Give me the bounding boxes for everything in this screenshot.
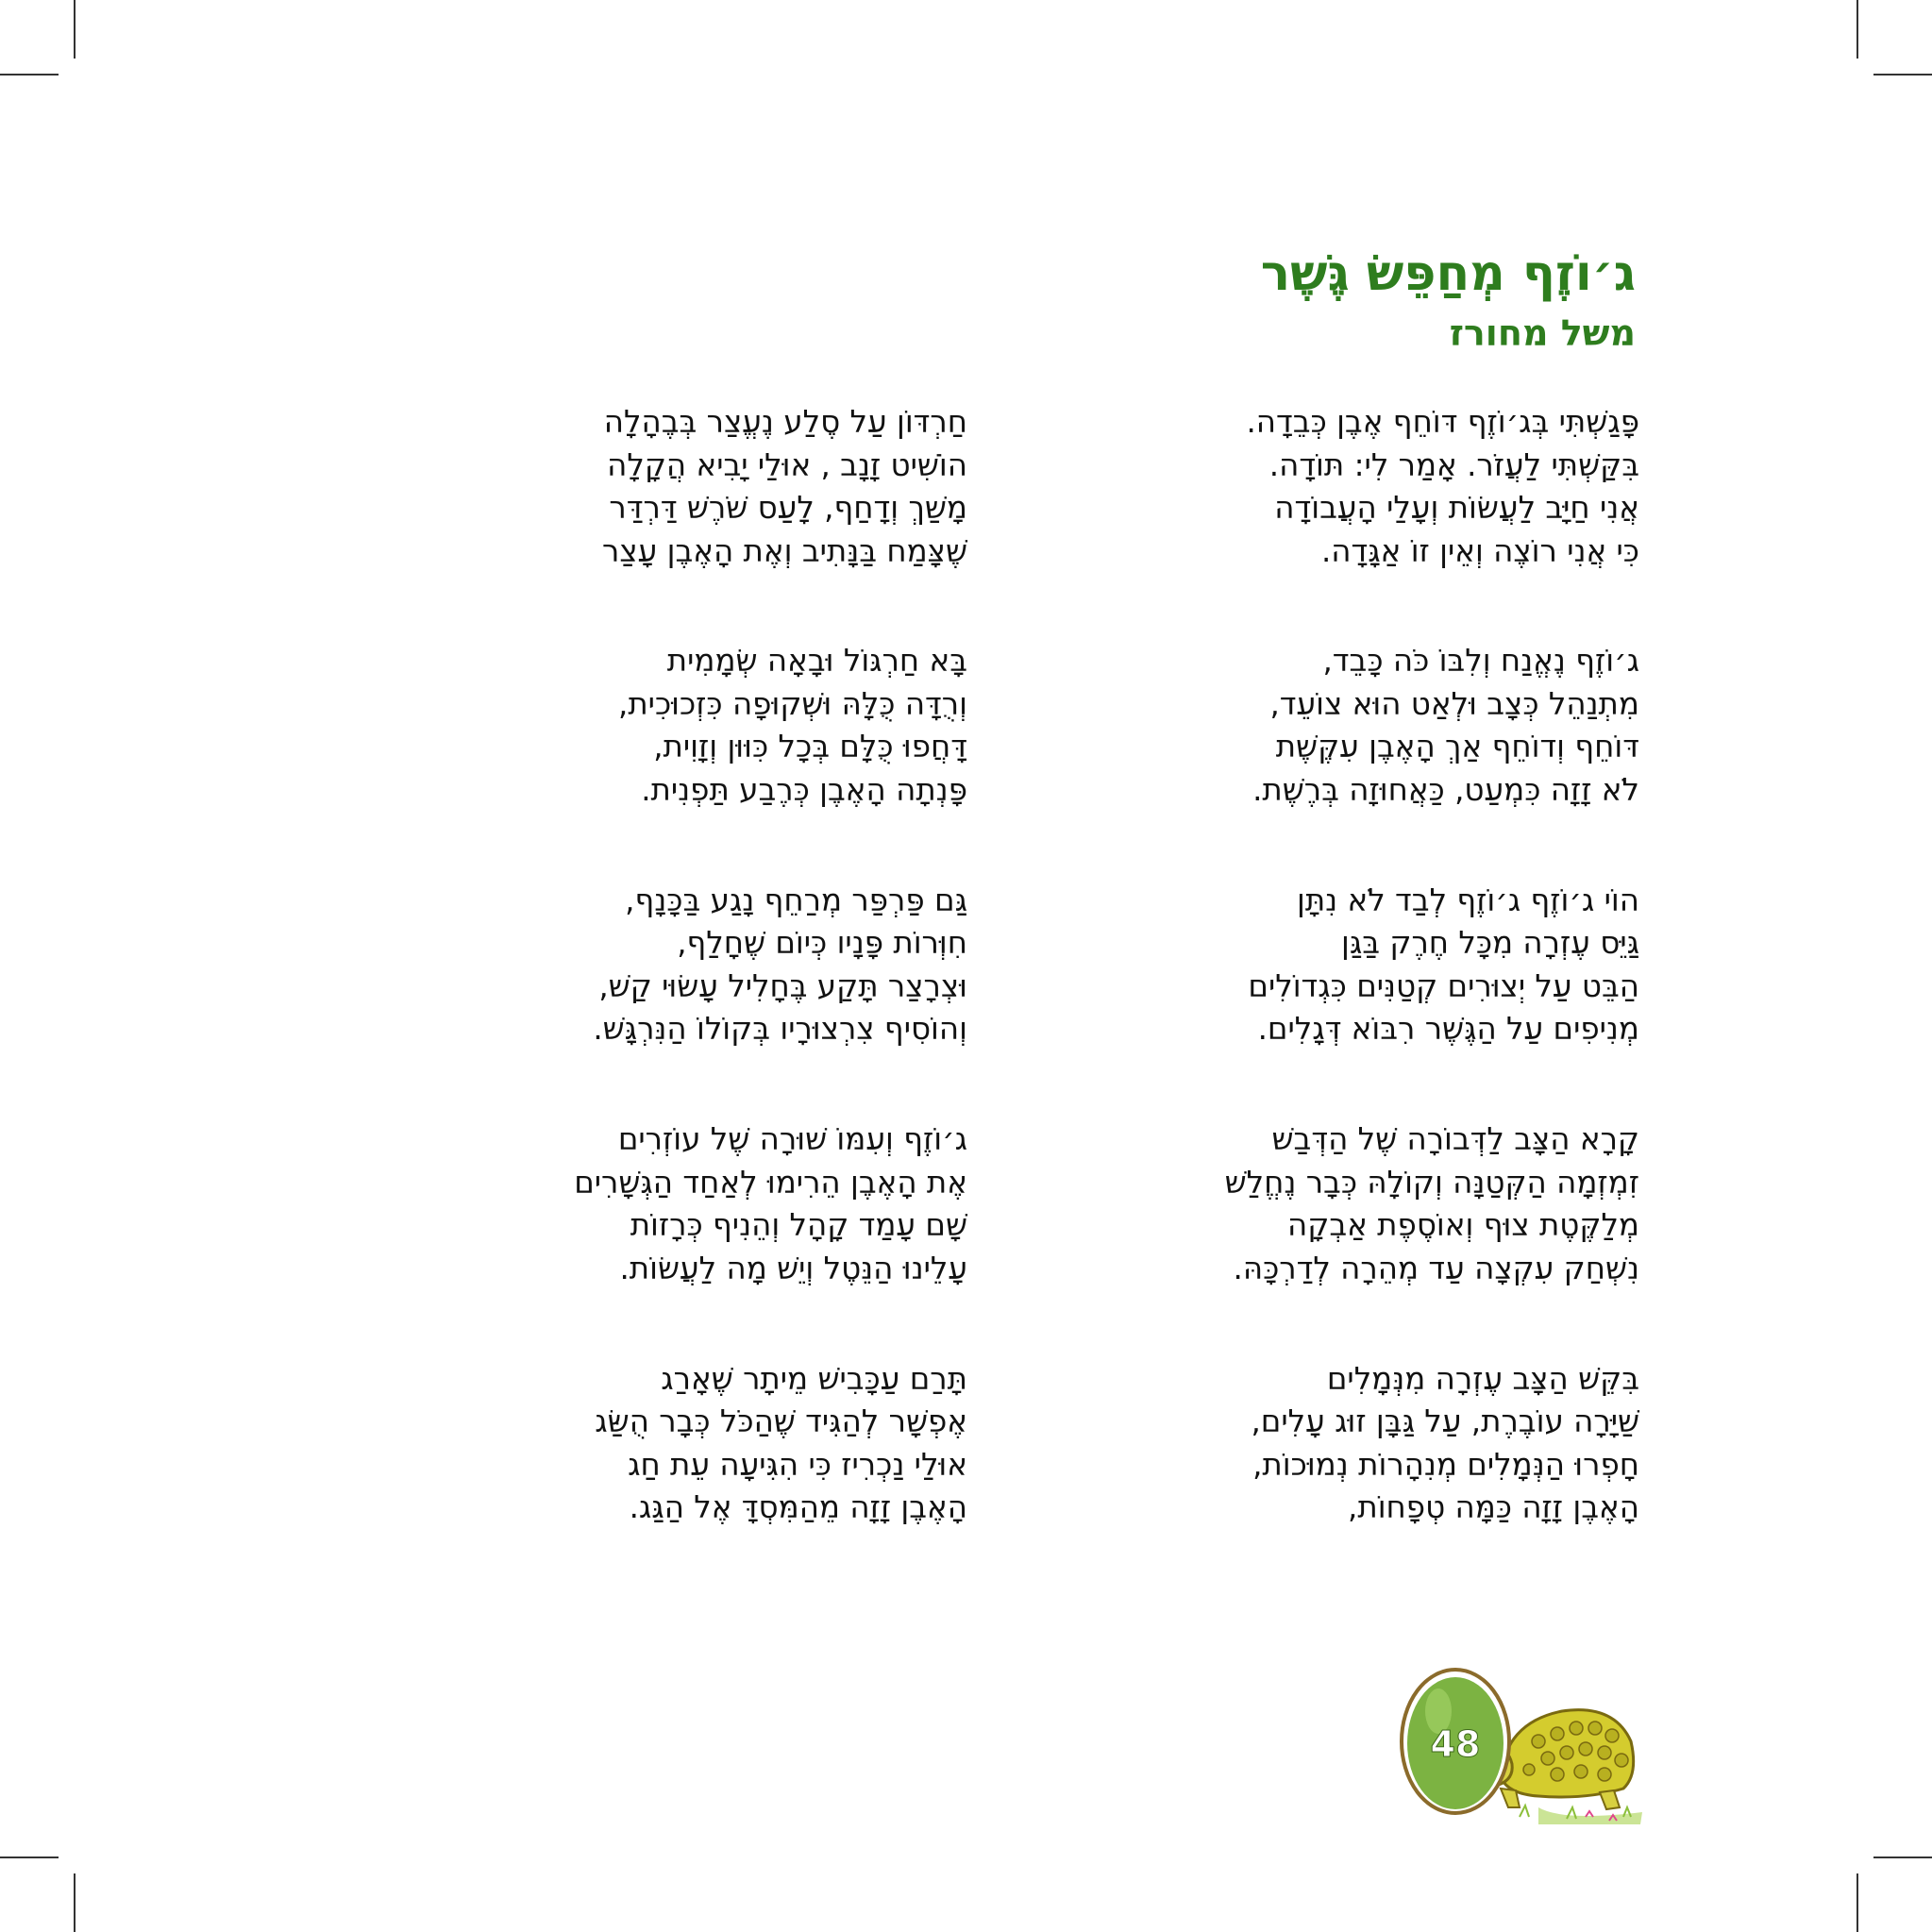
- poem-line: פָּגַשְׁתִּי בְּג׳וֹזֶף דּוֹחֵף אֶבֶן כְּבֵדָה.: [1246, 404, 1639, 440]
- stanza: [439, 1358, 967, 1530]
- crop-mark: [1873, 1856, 1932, 1858]
- stanza: [439, 640, 967, 812]
- poem-line: וּצְרָצַר תָּקַע בֶּחָלִיל עָשׂוּי קַשׁ,: [598, 967, 967, 1004]
- poem-line: שֶׁצָּמַח בַּנָּתִיב וְאֶת הָאֶבֶן עָצַר: [602, 532, 967, 569]
- stanza: [1111, 401, 1639, 573]
- poem-line: שָׁם עָמַד קָהָל וְהֵנִיף כְּרָזוֹת: [630, 1207, 967, 1244]
- poem-line: דּוֹחֵף וְדוֹחֵף אַךְ הָאֶבֶן עִקֶּשֶׁת: [1275, 729, 1639, 765]
- poem-line: תָּרַם עַכָּבִישׁ מֵיתָר שֶׁאָרַג: [661, 1360, 967, 1397]
- poem-line: אוּלַי נַכְרִיז כִּי הִגִּיעָה עֵת חַג: [628, 1446, 967, 1483]
- page-number-egg: [1402, 1670, 1509, 1813]
- poem-line: דָּחֲפוּ כֻּלָּם בְּכָל כִּוּוּן וְזָוִית,: [653, 729, 967, 765]
- poem-line: קָרָא הַצָּב לַדְּבוֹרָה שֶׁל הַדְּבַשׁ: [1271, 1121, 1639, 1158]
- poem-line: אֶת הָאֶבֶן הֵרִימוּ לְאַחַד הַגְּשָׁרִים: [574, 1164, 967, 1201]
- poem-line: הָאֶבֶן זָזָה כַּמָּה טְפָחוֹת,: [1348, 1489, 1639, 1526]
- poem-line: וְרֻדָּה כֻּלָּהּ וּשְׁקוּפָה כִּזְכוּכִית,: [617, 685, 967, 722]
- poem-subtitle: משל מחורז: [1449, 312, 1636, 355]
- poem-line: בָּא חַרְגּוֹל וּבָאָה שְׂמָמִית: [666, 643, 967, 680]
- poem-line: חִוְּרוֹת פָּנָיו כְּיוֹם שֶׁחָלַף,: [677, 925, 967, 962]
- poem-line: אֲנִי חַיָּב לַעֲשׂוֹת וְעָלַי הָעֲבוֹדָה: [1274, 490, 1639, 526]
- crop-mark: [0, 74, 59, 76]
- poem-line: הוֹי ג׳וֹזֶף ג׳וֹזֶף לְבַד לֹא נִתָּן: [1296, 882, 1639, 918]
- poem-line: חַרְדּוֹן עַל סֶלַע נֶעֱצַר בְּבֶהָלָה: [603, 404, 967, 440]
- stanza: [1111, 640, 1639, 812]
- poem-line: מְלַקֶּטֶת צוּף וְאוֹסֶפֶת אַבְקָה: [1287, 1207, 1639, 1244]
- poem-line: ג׳וֹזֶף נֶאֱנַח וְלִבּוֹ כֹּה כָּבֵד,: [1322, 643, 1639, 680]
- poem-line: מְנִיפִים עַל הַגֶּשֶׁר רִבּוֹא דְּגָלִים.: [1257, 1011, 1639, 1048]
- stanza: [1111, 880, 1639, 1051]
- poem-line: אֶפְשָׁר לְהַגִּיד שֶׁהַכֹּל כְּבָר הֻשַּׂג: [595, 1403, 967, 1440]
- crop-mark: [74, 0, 76, 59]
- poem-line: וְהוֹסִיף צִרְצוּרָיו בְּקוֹלוֹ הַנִּרְגָּשׁ.: [593, 1011, 967, 1048]
- poem-line: בִּקַּשְׁתִּי לַעֲזֹר. אָמַר לִי: תּוֹדָה.: [1268, 446, 1639, 483]
- poem-column-left: [439, 401, 967, 1597]
- stanza: [439, 880, 967, 1051]
- stanza: [1111, 1358, 1639, 1530]
- poem-line: זִמְזְמָה הַקְּטַנָּה וְקוֹלָהּ כְּבָר נֶחֱלַשׁ: [1224, 1164, 1639, 1201]
- poem-title: ג׳וֹזֶף מְחַפֵּשׂ גֶּשֶׁר: [1260, 245, 1636, 302]
- crop-mark: [74, 1873, 76, 1932]
- poem-header: [1261, 247, 1636, 354]
- poem-line: מִתְנַהֵל כְּצָב וּלְאַט הוּא צוֹעֵד,: [1269, 685, 1639, 722]
- crop-mark: [1856, 0, 1858, 59]
- poem-line: פָּנְתָה הָאֶבֶן כְּרֶבַע תַּפְנִית.: [641, 771, 967, 808]
- poem-line: חָפְרוּ הַנְּמָלִים מְנִהָרוֹת נְמוּכוֹת,: [1252, 1446, 1639, 1483]
- poem-line: הַבֵּט עַל יְצוּרִים קְטַנִּים כִּגְדוֹלִים: [1248, 967, 1639, 1004]
- poem-line: גַּיֵּס עֶזְרָה מִכָּל חֶרֶק בַּגַּן: [1341, 925, 1639, 962]
- page-number: 48: [1430, 1723, 1481, 1765]
- poem-line: שַׁיָּרָה עוֹבֶרֶת, עַל גַּבָּן זוּג עָלִים,: [1251, 1403, 1639, 1440]
- poem-line: גַּם פַּרְפַּר מְרַחֵף נָגַע בַּכָּנָף,: [625, 882, 967, 918]
- page-badge: [1397, 1666, 1647, 1826]
- crop-mark: [1873, 74, 1932, 76]
- poem-line: הָאֶבֶן זָזָה מֵהַמִּסְדָּ אֶל הַגַּג.: [629, 1489, 967, 1526]
- stanza: [439, 1118, 967, 1290]
- crop-mark: [1856, 1873, 1858, 1932]
- crop-mark: [0, 1856, 59, 1858]
- stanza: [439, 401, 967, 573]
- poem-line: עָלֵינוּ הַנֵּטֶל וְיֵשׁ מָה לַעֲשׂוֹת.: [619, 1250, 967, 1286]
- stanza: [1111, 1118, 1639, 1290]
- poem-line: נִשְׁחַק עִקְצָה עַד מְהֵרָה לְדַרְכָּהּ.: [1233, 1250, 1639, 1286]
- poem-line: בִּקֵּשׁ הַצָּב עֶזְרָה מִנְּמָלִים: [1326, 1360, 1639, 1397]
- poem-line: ג׳וֹזֶף וְעִמּוֹ שׁוּרָה שֶׁל עוֹזְרִים: [617, 1121, 967, 1158]
- poem-line: כִּי אֲנִי רוֹצֶה וְאֵין זוֹ אַגָּדָה.: [1320, 532, 1639, 569]
- poem-line: מָשַׁךְ וְדָחַף, לָעַס שֹׁרֶשׁ דַּרְדַּר: [609, 490, 967, 526]
- poem-column-right: [1111, 401, 1639, 1597]
- poem-line: הוֹשִׁיט זָנָב , אוּלַי יָבִיא הֲקָלָה: [607, 446, 967, 483]
- poem-line: לֹא זָזָה כִּמְעַט, כַּאֲחוּזָה בְּרֶשֶׁת.: [1252, 771, 1639, 808]
